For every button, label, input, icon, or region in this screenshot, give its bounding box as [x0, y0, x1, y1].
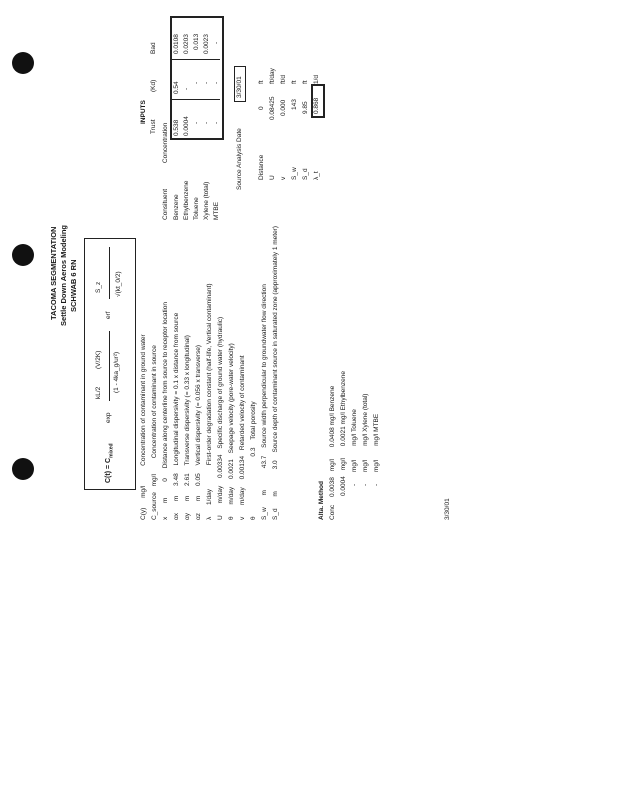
inputs-heading: INPUTS: [140, 100, 147, 124]
inputs-grid-divider: [170, 99, 220, 100]
variable-list: [140, 220, 310, 520]
inputs-col-a: Trust: [150, 119, 157, 134]
formula-term-1: exp: [105, 412, 112, 423]
results-block: [318, 300, 398, 520]
var-row: S_d m 3.0 Source depth of contaminant source in saturated zone (approximately 1 meter): [272, 225, 279, 520]
source-date-value: 3/30/01: [236, 76, 243, 98]
result-row: - mg/l mg/l Toluene: [351, 409, 358, 486]
result-row: 0.0004 mg/l 0.0021 mg/l Ethylbenzene: [340, 371, 347, 496]
params-list: [258, 20, 338, 180]
var-row: S_w m 43.7 Source width perpendicular to groundwater flow direction: [261, 284, 268, 520]
var-row: C(y) mg/l Concentration of contaminant in ground water: [140, 334, 147, 520]
header-site: SCHWAB 6 RN: [69, 259, 78, 312]
var-row: v m/day 0.00134 Retarded velocity of contaminant: [239, 355, 246, 520]
result-row: - mg/l mg/l MTBE: [373, 413, 380, 486]
var-row: λ 1/day First-order degradation constant (half-life, Vertical contaminant): [206, 283, 213, 520]
formula-box: [84, 238, 136, 490]
formula-fraction-bar: [109, 331, 110, 401]
inputs-row: Toluene - - 0.013: [193, 33, 200, 220]
param-row: λ_t 0.868 1/d: [313, 74, 320, 180]
inputs-block: [140, 10, 360, 220]
formula-term-7: √(kt_0/2): [115, 271, 122, 297]
param-row: U 0.08425 ft/day: [269, 68, 276, 180]
punch-hole-top: [12, 52, 34, 74]
formula-term-3: (V/2K): [95, 350, 102, 369]
results-heading: Alta. Method: [318, 481, 325, 520]
var-row: αx m 3.48 Longitudinal dispersivity = 0.1 x distance from source: [173, 312, 180, 520]
param-row: Distance 0 ft: [258, 80, 265, 180]
formula-term-4: (1 - 4ka_g/ur²): [113, 351, 120, 393]
var-row: αz m 0.05 Vertical dispersivity (= 0.056 x transverse): [195, 344, 202, 520]
inputs-col-c: Bad: [150, 42, 157, 54]
inputs-col-b: (Kd): [150, 79, 157, 92]
var-row: θ m/day 0.0021 Seepage velocity (pore-water velocity): [228, 343, 235, 520]
inputs-row: MTBE - - -: [213, 41, 220, 220]
formula-fraction-bar-2: [109, 247, 110, 299]
punch-hole-middle: [12, 244, 34, 266]
param-row: S_w 143 ft: [291, 80, 298, 180]
var-row: x m 0 Distance along centerline from source to receptor location: [162, 302, 169, 520]
formula-term-5: erf: [105, 311, 112, 319]
footer-date: 3/30/01: [444, 498, 451, 520]
param-row: v 0.000 ft/d: [280, 74, 287, 180]
formula-lhs: $C(t) = C_{mixed}$: [105, 443, 115, 483]
var-row: U m/day 0.00334 Specific discharge of ground water (hydraulic): [217, 316, 224, 520]
var-row: θ 0.3 Total porosity: [250, 401, 257, 520]
result-row: - mg/l mg/l Xylene (total): [362, 393, 369, 486]
inputs-grid-divider: [170, 59, 220, 60]
var-row: C_source mg/l Concentration of contaminant in source: [151, 345, 158, 520]
source-date-field[interactable]: [234, 66, 246, 102]
result-row: Conc 0.0038 mg/l 0.0408 mg/l Benzene: [329, 385, 336, 520]
inputs-row: Consituent Concentration: [162, 122, 169, 220]
source-date-label: Source Analysis Date: [236, 128, 243, 190]
var-row: αy m 2.61 Transverse dispersivity (= 0.33 x longitudinal): [184, 335, 191, 520]
formula-term-2: kL/2: [95, 386, 102, 399]
formula-term-6: S_z: [95, 281, 102, 293]
header-subtitle: Settle Down Aeros Modeling: [59, 225, 68, 326]
inputs-row: Xylene (total) - - 0.0023: [203, 34, 210, 220]
punch-hole-bottom: [12, 458, 34, 480]
inputs-row: Ethylbenzene 0.0004 - 0.0203: [183, 34, 190, 220]
header-title: TACOMA SEGMENTATION: [49, 226, 58, 320]
rotated-worksheet: [40, 0, 460, 520]
param-row: S_d 9.85 ft: [302, 80, 309, 180]
inputs-row: Benzene 0.538 0.54 0.0108: [173, 34, 180, 220]
